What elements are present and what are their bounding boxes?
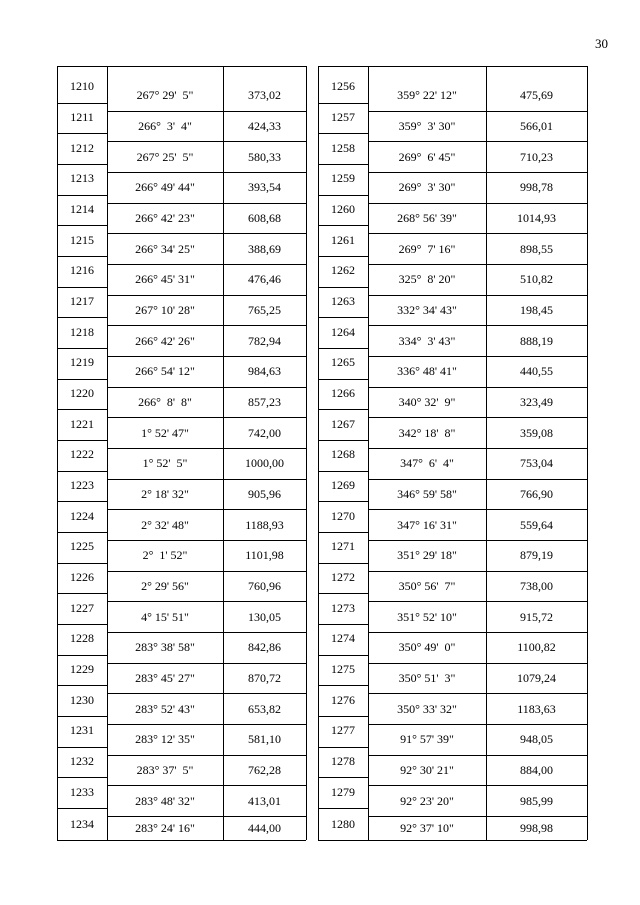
- id-separator: [318, 440, 368, 441]
- row-separator: [368, 724, 587, 725]
- segment-length: 323,49: [520, 394, 553, 409]
- bearing-angle: 347° 16' 31": [397, 517, 457, 532]
- segment-length: 985,99: [520, 793, 553, 808]
- bearing-angle: 266° 54' 12": [135, 364, 195, 379]
- point-id: 1234: [70, 816, 94, 831]
- row-separator: [368, 571, 587, 572]
- segment-length: 130,05: [248, 609, 281, 624]
- row-separator: [368, 172, 587, 173]
- id-separator: [318, 287, 368, 288]
- id-separator: [57, 532, 107, 533]
- point-id: 1233: [70, 784, 94, 799]
- point-id: 1267: [331, 416, 355, 431]
- id-separator: [57, 225, 107, 226]
- point-id: 1268: [331, 447, 355, 462]
- segment-length: 1100,82: [517, 640, 556, 655]
- segment-length: 440,55: [520, 364, 553, 379]
- point-id: 1218: [70, 324, 94, 339]
- point-id: 1211: [70, 109, 94, 124]
- row-separator: [107, 356, 306, 357]
- bearing-angle: 340° 32' 9": [398, 394, 456, 409]
- point-id: 1232: [70, 753, 94, 768]
- point-id: 1266: [331, 385, 355, 400]
- row-separator: [107, 816, 306, 817]
- point-id: 1277: [331, 723, 355, 738]
- segment-length: 905,96: [248, 486, 281, 501]
- point-id: 1259: [331, 171, 355, 186]
- id-separator: [318, 164, 368, 165]
- row-separator: [368, 785, 587, 786]
- segment-length: 359,08: [520, 425, 553, 440]
- row-separator: [107, 632, 306, 633]
- bearing-angle: 283° 12' 35": [135, 732, 195, 747]
- point-id: 1278: [331, 753, 355, 768]
- bearing-angle: 351° 29' 18": [397, 548, 457, 563]
- point-id: 1279: [331, 784, 355, 799]
- point-id: 1261: [331, 232, 355, 247]
- segment-length: 1014,93: [517, 210, 556, 225]
- bearing-angle: 359° 22' 12": [397, 88, 457, 103]
- id-separator: [57, 195, 107, 196]
- segment-length: 762,28: [248, 762, 281, 777]
- row-separator: [107, 387, 306, 388]
- segment-length: 915,72: [520, 609, 553, 624]
- id-separator: [318, 409, 368, 410]
- bearing-angle: 268° 56' 39": [397, 210, 457, 225]
- point-id: 1230: [70, 692, 94, 707]
- column-divider: [306, 66, 307, 840]
- segment-length: 1079,24: [517, 670, 556, 685]
- segment-length: 842,86: [248, 640, 281, 655]
- id-separator: [318, 317, 368, 318]
- row-separator: [368, 111, 587, 112]
- point-id: 1257: [331, 109, 355, 124]
- point-id: 1215: [70, 232, 94, 247]
- segment-length: 1188,93: [245, 517, 284, 532]
- segment-length: 884,00: [520, 762, 553, 777]
- id-separator: [318, 471, 368, 472]
- segment-length: 948,05: [520, 732, 553, 747]
- segment-length: 766,90: [520, 486, 553, 501]
- segment-length: 373,02: [248, 88, 281, 103]
- row-separator: [107, 755, 306, 756]
- row-separator: [368, 295, 587, 296]
- bearing-angle: 283° 24' 16": [135, 820, 195, 835]
- id-separator: [57, 840, 107, 841]
- id-separator: [57, 133, 107, 134]
- bearing-angle: 266° 45' 31": [135, 272, 195, 287]
- bearing-angle: 350° 51' 3": [398, 670, 456, 685]
- segment-length: 1000,00: [245, 456, 284, 471]
- point-id: 1273: [331, 600, 355, 615]
- bearing-angle: 283° 45' 27": [135, 670, 195, 685]
- id-separator: [318, 133, 368, 134]
- id-separator: [57, 808, 107, 809]
- id-separator: [57, 501, 107, 502]
- row-separator: [368, 509, 587, 510]
- segment-length: 710,23: [520, 149, 553, 164]
- row-separator: [368, 479, 587, 480]
- row-separator: [107, 417, 306, 418]
- row-separator: [107, 172, 306, 173]
- bearing-angle: 266° 34' 25": [135, 241, 195, 256]
- segment-length: 888,19: [520, 333, 553, 348]
- segment-length: 510,82: [520, 272, 553, 287]
- point-id: 1217: [70, 293, 94, 308]
- row-separator: [368, 540, 587, 541]
- bearing-angle: 334° 3' 43": [398, 333, 456, 348]
- column-divider: [587, 66, 588, 840]
- id-separator: [57, 66, 107, 67]
- bearing-angle: 266° 3' 4": [138, 118, 192, 133]
- row-separator: [107, 540, 306, 541]
- bearing-angle: 351° 52' 10": [397, 609, 457, 624]
- bearing-angle: 283° 48' 32": [135, 793, 195, 808]
- id-separator: [318, 225, 368, 226]
- segment-length: 444,00: [248, 820, 281, 835]
- row-separator: [368, 233, 587, 234]
- id-separator: [57, 440, 107, 441]
- point-id: 1220: [70, 385, 94, 400]
- row-separator: [368, 387, 587, 388]
- bearing-angle: 266° 42' 26": [135, 333, 195, 348]
- bearing-angle: 346° 59' 58": [397, 486, 457, 501]
- bearing-angle: 350° 33' 32": [397, 701, 457, 716]
- point-id: 1216: [70, 263, 94, 278]
- id-separator: [318, 655, 368, 656]
- id-separator: [57, 317, 107, 318]
- bearing-angle: 267° 10' 28": [135, 302, 195, 317]
- id-separator: [57, 655, 107, 656]
- row-separator: [368, 356, 587, 357]
- id-separator: [318, 808, 368, 809]
- bearing-angle: 283° 37' 5": [136, 762, 194, 777]
- point-id: 1272: [331, 569, 355, 584]
- point-id: 1214: [70, 201, 94, 216]
- id-separator: [57, 593, 107, 594]
- bearing-angle: 359° 3' 30": [398, 118, 456, 133]
- id-separator: [318, 593, 368, 594]
- point-id: 1228: [70, 631, 94, 646]
- point-id: 1221: [70, 416, 94, 431]
- id-separator: [57, 164, 107, 165]
- page-number: 30: [595, 36, 608, 51]
- segment-length: 1183,63: [517, 701, 556, 716]
- id-separator: [318, 195, 368, 196]
- id-separator: [318, 501, 368, 502]
- segment-length: 608,68: [248, 210, 281, 225]
- segment-length: 653,82: [248, 701, 281, 716]
- row-separator: [368, 693, 587, 694]
- bearing-angle: 269° 3' 30": [398, 180, 456, 195]
- row-separator: [107, 325, 306, 326]
- point-id: 1222: [70, 447, 94, 462]
- row-separator: [107, 840, 306, 841]
- bearing-angle: 269° 7' 16": [398, 241, 456, 256]
- row-separator: [107, 479, 306, 480]
- row-separator: [368, 448, 587, 449]
- point-id: 1231: [70, 723, 94, 738]
- bearing-angle: 342° 18' 8": [398, 425, 456, 440]
- id-separator: [318, 532, 368, 533]
- row-separator: [107, 295, 306, 296]
- point-id: 1264: [331, 324, 355, 339]
- row-separator: [107, 233, 306, 234]
- id-separator: [318, 685, 368, 686]
- row-separator: [107, 509, 306, 510]
- id-separator: [57, 563, 107, 564]
- row-separator: [368, 203, 587, 204]
- point-id: 1263: [331, 293, 355, 308]
- point-id: 1256: [331, 79, 355, 94]
- segment-length: 753,04: [520, 456, 553, 471]
- row-separator: [368, 755, 587, 756]
- point-id: 1227: [70, 600, 94, 615]
- point-id: 1229: [70, 661, 94, 676]
- bearing-angle: 266° 49' 44": [135, 180, 195, 195]
- coordinates-table-right: [318, 66, 588, 840]
- point-id: 1265: [331, 355, 355, 370]
- bearing-angle: 2° 18' 32": [141, 486, 189, 501]
- segment-length: 765,25: [248, 302, 281, 317]
- id-separator: [57, 287, 107, 288]
- bearing-angle: 350° 49' 0": [398, 640, 456, 655]
- row-separator: [107, 663, 306, 664]
- segment-length: 476,46: [248, 272, 281, 287]
- point-id: 1280: [331, 816, 355, 831]
- bearing-angle: 325° 8' 20": [398, 272, 456, 287]
- row-separator: [107, 693, 306, 694]
- id-separator: [318, 624, 368, 625]
- id-separator: [57, 716, 107, 717]
- bearing-angle: 267° 29' 5": [136, 88, 194, 103]
- point-id: 1224: [70, 508, 94, 523]
- bearing-angle: 92° 37' 10": [400, 820, 454, 835]
- row-separator: [107, 571, 306, 572]
- bearing-angle: 283° 52' 43": [135, 701, 195, 716]
- point-id: 1258: [331, 140, 355, 155]
- id-separator: [57, 747, 107, 748]
- segment-length: 870,72: [248, 670, 281, 685]
- bearing-angle: 350° 56' 7": [398, 578, 456, 593]
- row-separator: [107, 203, 306, 204]
- bearing-angle: 1° 52' 47": [141, 425, 189, 440]
- segment-length: 879,19: [520, 548, 553, 563]
- point-id: 1275: [331, 661, 355, 676]
- row-separator: [368, 663, 587, 664]
- row-separator: [107, 601, 306, 602]
- segment-length: 857,23: [248, 394, 281, 409]
- bearing-angle: 336° 48' 41": [397, 364, 457, 379]
- segment-length: 388,69: [248, 241, 281, 256]
- point-id: 1276: [331, 692, 355, 707]
- id-separator: [318, 840, 368, 841]
- segment-length: 782,94: [248, 333, 281, 348]
- segment-length: 198,45: [520, 302, 553, 317]
- row-separator: [368, 417, 587, 418]
- segment-length: 760,96: [248, 578, 281, 593]
- id-separator: [318, 747, 368, 748]
- id-separator: [318, 563, 368, 564]
- id-separator: [57, 348, 107, 349]
- id-separator: [318, 103, 368, 104]
- id-separator: [318, 66, 368, 67]
- bearing-angle: 4° 15' 51": [141, 609, 189, 624]
- point-id: 1210: [70, 79, 94, 94]
- segment-length: 984,63: [248, 364, 281, 379]
- point-id: 1213: [70, 171, 94, 186]
- segment-length: 580,33: [248, 149, 281, 164]
- segment-length: 475,69: [520, 88, 553, 103]
- point-id: 1260: [331, 201, 355, 216]
- row-separator: [107, 724, 306, 725]
- id-separator: [57, 256, 107, 257]
- row-separator: [368, 632, 587, 633]
- bearing-angle: 266° 42' 23": [135, 210, 195, 225]
- point-id: 1270: [331, 508, 355, 523]
- id-separator: [318, 716, 368, 717]
- bearing-angle: 347° 6' 4": [400, 456, 454, 471]
- row-separator: [368, 66, 587, 67]
- point-id: 1225: [70, 539, 94, 554]
- id-separator: [57, 379, 107, 380]
- bearing-angle: 2° 1' 52": [142, 548, 188, 563]
- id-separator: [57, 103, 107, 104]
- segment-length: 998,98: [520, 820, 553, 835]
- bearing-angle: 91° 57' 39": [400, 732, 454, 747]
- point-id: 1271: [331, 539, 355, 554]
- segment-length: 581,10: [248, 732, 281, 747]
- bearing-angle: 1° 52' 5": [142, 456, 188, 471]
- row-separator: [368, 840, 587, 841]
- id-separator: [318, 256, 368, 257]
- segment-length: 559,64: [520, 517, 553, 532]
- row-separator: [107, 141, 306, 142]
- bearing-angle: 2° 32' 48": [141, 517, 189, 532]
- segment-length: 1101,98: [245, 548, 284, 563]
- id-separator: [57, 777, 107, 778]
- row-separator: [368, 601, 587, 602]
- bearing-angle: 266° 8' 8": [138, 394, 192, 409]
- id-separator: [57, 409, 107, 410]
- bearing-angle: 92° 30' 21": [400, 762, 454, 777]
- id-separator: [57, 471, 107, 472]
- id-separator: [57, 624, 107, 625]
- segment-length: 742,00: [248, 425, 281, 440]
- row-separator: [368, 264, 587, 265]
- bearing-angle: 2° 29' 56": [141, 578, 189, 593]
- bearing-angle: 267° 25' 5": [136, 149, 194, 164]
- id-separator: [318, 348, 368, 349]
- segment-length: 566,01: [520, 118, 553, 133]
- id-separator: [318, 379, 368, 380]
- row-separator: [368, 325, 587, 326]
- row-separator: [107, 111, 306, 112]
- row-separator: [368, 141, 587, 142]
- coordinates-table-left: [57, 66, 307, 840]
- segment-length: 898,55: [520, 241, 553, 256]
- point-id: 1262: [331, 263, 355, 278]
- bearing-angle: 92° 23' 20": [400, 793, 454, 808]
- segment-length: 393,54: [248, 180, 281, 195]
- id-separator: [318, 777, 368, 778]
- segment-length: 998,78: [520, 180, 553, 195]
- row-separator: [368, 816, 587, 817]
- segment-length: 424,33: [248, 118, 281, 133]
- point-id: 1212: [70, 140, 94, 155]
- bearing-angle: 332° 34' 43": [397, 302, 457, 317]
- point-id: 1269: [331, 477, 355, 492]
- bearing-angle: 283° 38' 58": [135, 640, 195, 655]
- row-separator: [107, 448, 306, 449]
- point-id: 1226: [70, 569, 94, 584]
- row-separator: [107, 66, 306, 67]
- id-separator: [57, 685, 107, 686]
- row-separator: [107, 785, 306, 786]
- point-id: 1219: [70, 355, 94, 370]
- segment-length: 413,01: [248, 793, 281, 808]
- row-separator: [107, 264, 306, 265]
- bearing-angle: 269° 6' 45": [398, 149, 456, 164]
- point-id: 1274: [331, 631, 355, 646]
- point-id: 1223: [70, 477, 94, 492]
- segment-length: 738,00: [520, 578, 553, 593]
